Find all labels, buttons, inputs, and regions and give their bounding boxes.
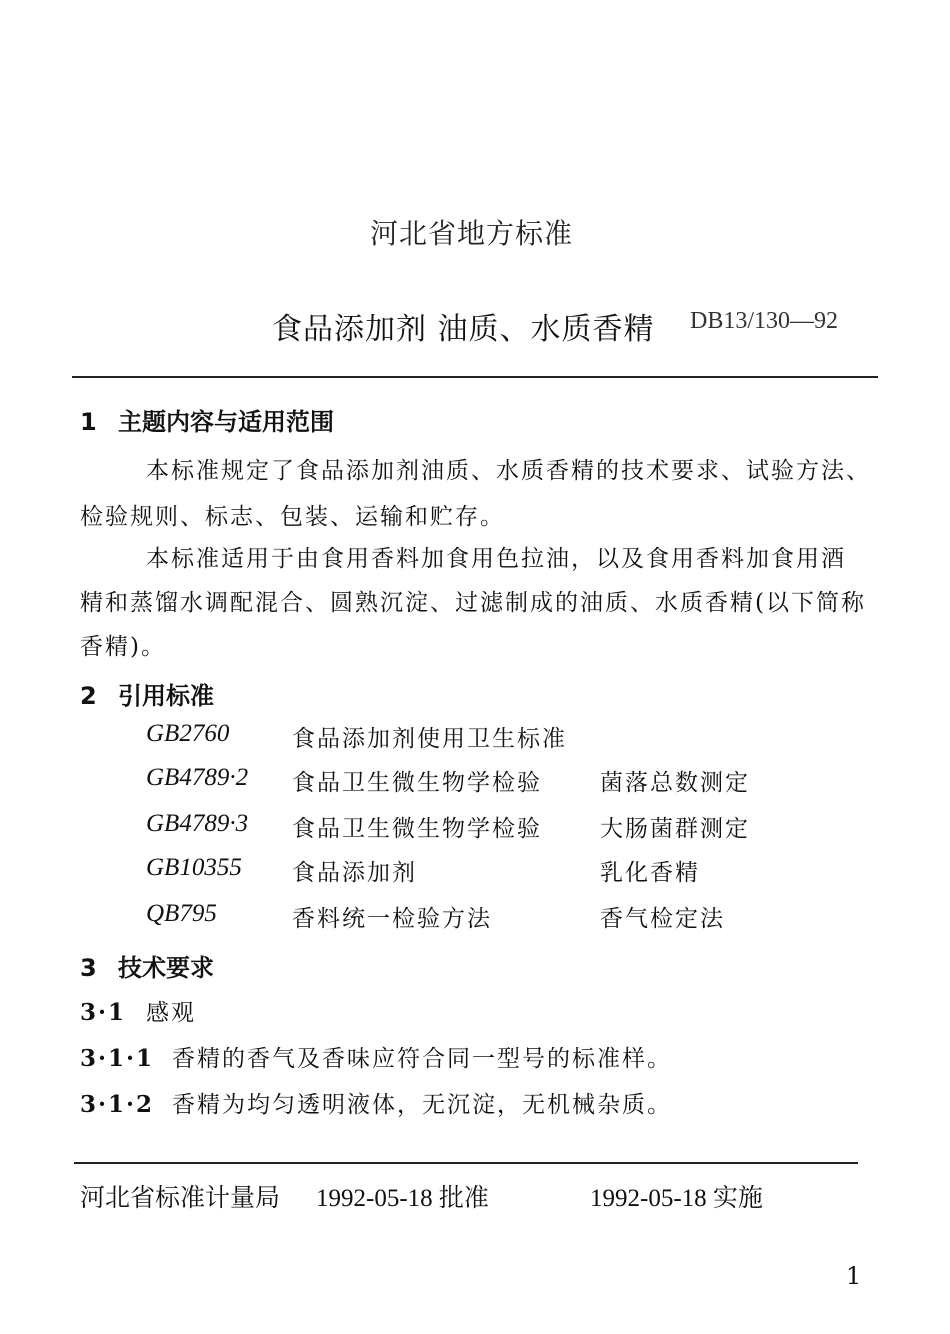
paragraph-line: 本标准规定了食品添加剂油质、水质香精的技术要求、试验方法、 bbox=[146, 458, 871, 484]
clause-3-1-2 bbox=[80, 1086, 672, 1119]
paragraph-line: 香精)。 bbox=[80, 634, 166, 660]
paragraph-line: 本标准适用于由食用香料加食用色拉油，以及食用香料加食用酒 bbox=[146, 546, 846, 572]
reference-code: GB4789·2 bbox=[146, 764, 249, 791]
clause-3-1-1 bbox=[80, 1040, 672, 1073]
bottom-divider bbox=[74, 1162, 858, 1164]
document-title: 食品添加剂 油质、水质香精 bbox=[272, 312, 655, 347]
section-title: 主题内容与适用范围 bbox=[118, 408, 334, 436]
paragraph-line: 检验规则、标志、包装、运输和贮存。 bbox=[80, 504, 505, 530]
subsection-title: 感观 bbox=[146, 1000, 196, 1026]
section-title: 技术要求 bbox=[118, 954, 214, 982]
clause-text: 香精的香气及香味应符合同一型号的标准样。 bbox=[172, 1046, 672, 1072]
clause-text: 香精为均匀透明液体，无沉淀，无机械杂质。 bbox=[172, 1092, 672, 1118]
paragraph-line: 精和蒸馏水调配混合、圆熟沉淀、过滤制成的油质、水质香精(以下简称 bbox=[80, 590, 866, 616]
reference-name: 食品添加剂 bbox=[292, 860, 417, 886]
section-number: 3 bbox=[80, 954, 97, 982]
reference-name: 食品卫生微生物学检验 bbox=[292, 770, 542, 796]
page-number: 1 bbox=[846, 1262, 862, 1290]
reference-extra: 乳化香精 bbox=[600, 860, 700, 886]
reference-code: QB795 bbox=[146, 900, 217, 927]
reference-code: GB2760 bbox=[146, 720, 230, 747]
section-1-heading bbox=[80, 402, 334, 437]
approval-date: 1992-05-18 批准 bbox=[316, 1185, 489, 1212]
section-2-heading bbox=[80, 676, 214, 711]
subsection-number: 3·1 bbox=[80, 999, 127, 1026]
effective-date: 1992-05-18 实施 bbox=[590, 1185, 763, 1212]
reference-code: GB4789·3 bbox=[146, 810, 249, 837]
reference-extra: 香气检定法 bbox=[600, 906, 725, 932]
clause-number: 3·1·1 bbox=[80, 1045, 155, 1072]
reference-name: 食品卫生微生物学检验 bbox=[292, 816, 542, 842]
document-code: DB13/130—92 bbox=[690, 308, 839, 334]
section-number: 1 bbox=[80, 408, 97, 436]
section-title: 引用标准 bbox=[118, 682, 214, 710]
header-title: 河北省地方标准 bbox=[370, 217, 574, 250]
section-3-heading bbox=[80, 948, 214, 983]
reference-name: 香料统一检验方法 bbox=[292, 906, 492, 932]
top-divider bbox=[72, 376, 878, 378]
reference-extra: 菌落总数测定 bbox=[600, 770, 750, 796]
reference-name: 食品添加剂使用卫生标准 bbox=[292, 726, 567, 752]
clause-number: 3·1·2 bbox=[80, 1091, 155, 1118]
issuer: 河北省标准计量局 bbox=[80, 1185, 281, 1212]
reference-extra: 大肠菌群测定 bbox=[600, 816, 750, 842]
section-number: 2 bbox=[80, 682, 97, 710]
subsection-3-1 bbox=[80, 994, 196, 1027]
reference-code: GB10355 bbox=[146, 854, 242, 881]
